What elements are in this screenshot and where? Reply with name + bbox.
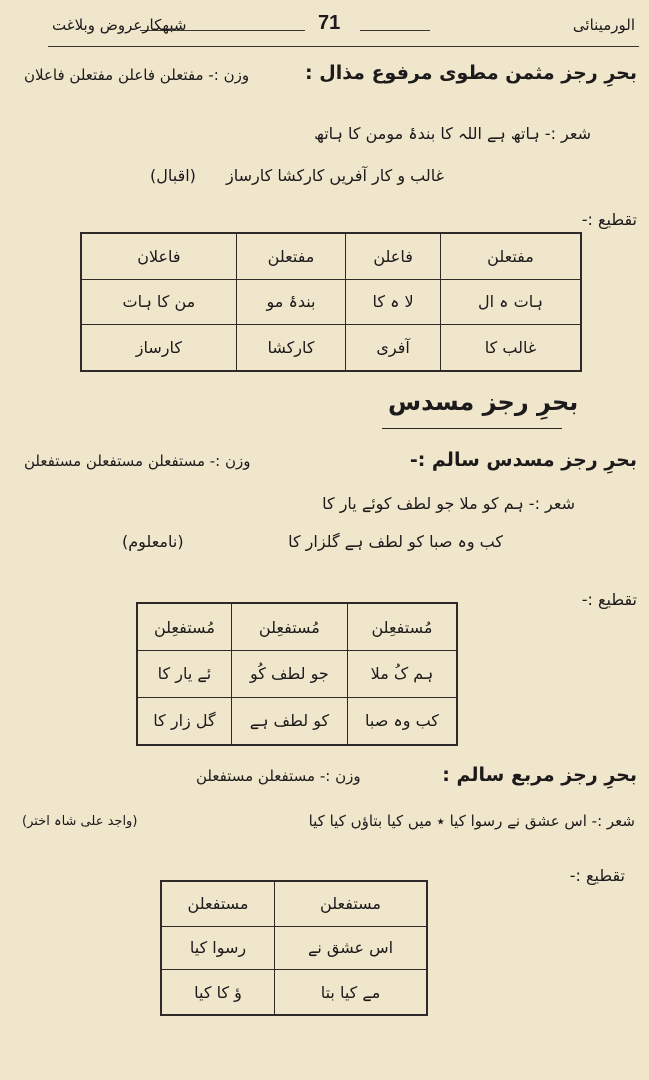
- table-row: [161, 881, 427, 926]
- header-dash: [360, 30, 430, 31]
- table-cell: کارکشا: [236, 325, 345, 371]
- scansion-table: [160, 880, 428, 1016]
- meter-pattern: وزن :- مستفعلن مستفعلن: [196, 767, 361, 785]
- header-rule: [48, 46, 639, 47]
- table-cell: بندۂ مو: [236, 279, 345, 324]
- table-row: [81, 233, 581, 279]
- table-row: [137, 651, 457, 698]
- table-header-cell: مستفعلن: [275, 881, 427, 926]
- meter-title: بحرِ رجز مسدس سالم :-: [409, 449, 637, 471]
- table-header-cell: مُستفعِلن: [137, 603, 231, 651]
- poet-name: (اقبال): [150, 166, 196, 185]
- verse-line: شعر :- ہم کو ملا جو لطف کوئے یار کا: [322, 494, 575, 513]
- header-book-title: شبهکارعروض وبلاغت: [52, 16, 187, 34]
- meter-title: بحرِ رجز مثمن مطوی مرفوع مذال :: [305, 62, 637, 84]
- scansion-table: [136, 602, 458, 746]
- meter-pattern: وزن :- مستفعلن مستفعلن مستفعلن: [24, 452, 251, 470]
- table-cell: اس عشق نے: [275, 926, 427, 970]
- scansion-label: تقطیع :-: [581, 590, 637, 609]
- table-cell: رسوا کیا: [161, 926, 275, 970]
- heading-underline: [382, 428, 562, 429]
- table-header-cell: مفتعلن: [440, 233, 581, 279]
- table-cell: غالب کا: [440, 325, 581, 371]
- verse-line: غالب و کار آفریں کارکشا کارساز: [226, 166, 444, 185]
- scansion-table: [80, 232, 582, 372]
- table-cell: ؤ کا کیا: [161, 970, 275, 1015]
- table-cell: ئے یار کا: [137, 651, 231, 698]
- verse-line: شعر :- اس عشق نے رسوا کیا ٭ میں کیا بتاؤں کیا کیا: [308, 812, 635, 830]
- verse-line: کب وہ صبا کو لطف ہے گلزار کا: [288, 532, 503, 551]
- table-row: [81, 279, 581, 324]
- table-cell: ہم کُ ملا: [347, 651, 457, 698]
- section-heading: بحرِ رجز مسدس: [388, 388, 579, 416]
- table-row: [137, 697, 457, 745]
- table-cell: آفری: [346, 325, 441, 371]
- page-number: 71: [318, 12, 341, 34]
- table-cell: ہات ہ ال: [440, 279, 581, 324]
- header-author: الورمینائی: [572, 16, 635, 34]
- table-header-cell: مُستفعِلن: [231, 603, 347, 651]
- meter-pattern: وزن :- مفتعلن فاعلن مفتعلن فاعلان: [24, 66, 250, 84]
- poet-name: (واجد علی شاہ اختر): [22, 814, 138, 829]
- table-cell: کو لطف ہے: [231, 697, 347, 745]
- poet-name: (نامعلوم): [122, 532, 184, 551]
- table-header-cell: فاعلان: [81, 233, 236, 279]
- table-row: [81, 325, 581, 371]
- table-row: [161, 970, 427, 1015]
- table-cell: مے کیا بتا: [275, 970, 427, 1015]
- table-header-cell: مستفعلن: [161, 881, 275, 926]
- table-row: [137, 603, 457, 651]
- scansion-label: تقطیع :-: [581, 210, 637, 229]
- table-cell: کارساز: [81, 325, 236, 371]
- table-cell: من کا ہات: [81, 279, 236, 324]
- table-cell: گل زار کا: [137, 697, 231, 745]
- table-row: [161, 926, 427, 970]
- table-cell: جو لطف کُو: [231, 651, 347, 698]
- meter-title: بحرِ رجز مربع سالم :: [442, 764, 637, 786]
- table-cell: لا ہ کا: [346, 279, 441, 324]
- table-header-cell: مُستفعِلن: [347, 603, 457, 651]
- verse-line: شعر :- ہاتھ ہے اللہ کا بندۂ مومن کا ہاتھ: [314, 124, 591, 143]
- table-header-cell: فاعلن: [346, 233, 441, 279]
- scansion-label: تقطیع :-: [569, 866, 625, 885]
- table-cell: کب وہ صبا: [347, 697, 457, 745]
- table-header-cell: مفتعلن: [236, 233, 345, 279]
